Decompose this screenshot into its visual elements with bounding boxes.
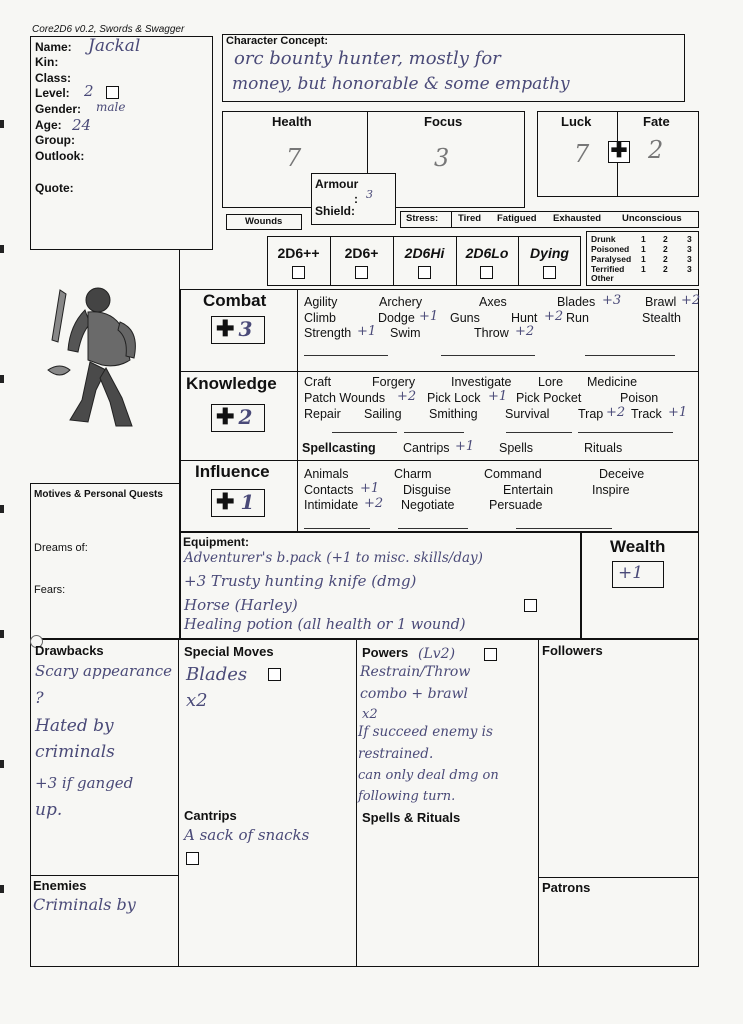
skill-label[interactable]: Pick Lock (427, 391, 481, 405)
power-line[interactable]: combo + brawl (360, 686, 469, 702)
skill-label[interactable]: Medicine (587, 375, 638, 389)
margin-mark (0, 760, 4, 768)
skill-label[interactable]: Lore (538, 375, 564, 389)
motives-label: Motives & Personal Quests (34, 489, 163, 500)
armour-label: Armour (315, 177, 359, 191)
power-line[interactable]: x2 (362, 707, 378, 722)
drawback-line[interactable]: criminals (35, 742, 115, 762)
blank-line (578, 432, 673, 433)
skill-bonus[interactable]: +1 (488, 389, 508, 404)
skill-label[interactable]: Negotiate (401, 498, 455, 512)
skill-label[interactable]: Spells (499, 441, 534, 455)
focus-value[interactable]: 3 (434, 144, 450, 172)
skill-label[interactable]: Strength (304, 326, 352, 340)
skill-label[interactable]: Craft (304, 375, 332, 389)
equipment-label: Equipment: (183, 535, 249, 549)
dice-label: 2D6++ (277, 245, 320, 261)
condition-level[interactable]: 1 (641, 264, 646, 274)
fate-value[interactable]: 2 (648, 136, 664, 164)
skill-label[interactable]: Trap (578, 407, 604, 421)
drawback-line[interactable]: +3 if ganged (35, 774, 134, 792)
skill-label[interactable]: Archery (379, 295, 423, 309)
special-move[interactable]: Blades (186, 664, 248, 685)
condition-level[interactable]: 1 (641, 234, 646, 244)
portrait-image (30, 270, 160, 445)
condition-name: Other (591, 273, 614, 283)
drawback-line[interactable]: Scary appearance (35, 662, 173, 680)
followers-label: Followers (542, 643, 603, 658)
skill-bonus[interactable]: +2 (397, 389, 417, 404)
skill-label[interactable]: Rituals (584, 441, 623, 455)
skill-bonus[interactable]: +1 (419, 309, 439, 324)
skill-label[interactable]: Smithing (429, 407, 478, 421)
condition-level[interactable]: 3 (687, 244, 692, 254)
equipment-item[interactable]: Healing potion (all health or 1 wound) (184, 617, 466, 633)
wealth-value[interactable]: +1 (618, 563, 644, 583)
luck-label: Luck (561, 114, 592, 129)
skill-label[interactable]: Stealth (642, 311, 681, 325)
skill-bonus[interactable]: +1 (455, 439, 475, 454)
cantrips-checkbox[interactable] (186, 852, 199, 865)
power-line[interactable]: Restrain/Throw (360, 664, 471, 680)
skill-label[interactable]: Investigate (451, 375, 512, 389)
drawback-line[interactable]: Hated by (35, 716, 114, 736)
stress-tired[interactable]: Tired (458, 213, 482, 224)
power-line[interactable]: restrained. (358, 746, 434, 762)
gender-value[interactable]: male (96, 100, 126, 114)
spells-rituals-label: Spells & Rituals (362, 810, 461, 825)
condition-level[interactable]: 3 (687, 264, 692, 274)
skill-label[interactable]: Intimidate (304, 498, 359, 512)
skill-label[interactable]: Spellcasting (302, 441, 376, 455)
dice-divider (330, 236, 331, 286)
combat-score[interactable]: ✚ 3 (211, 316, 265, 344)
dice-checkbox[interactable] (355, 266, 368, 279)
skill-label[interactable]: Charm (394, 467, 432, 481)
enemies-value[interactable]: Criminals by (33, 895, 136, 914)
condition-name: Terrified (591, 264, 625, 274)
skill-label[interactable]: Sailing (364, 407, 402, 421)
skill-label[interactable]: Cantrips (403, 441, 450, 455)
margin-mark (0, 885, 4, 893)
level-checkbox[interactable] (106, 86, 119, 99)
sheet-title: Core2D6 v0.2, Swords & Swagger (32, 24, 185, 35)
dice-checkbox[interactable] (543, 266, 556, 279)
armour-value[interactable]: 3 (366, 188, 373, 201)
dice-checkbox[interactable] (480, 266, 493, 279)
skill-label[interactable]: Dodge (378, 311, 415, 325)
equipment-item[interactable]: Adventurer's b.pack (+1 to misc. skills/day) (184, 550, 483, 566)
powers-level[interactable]: (Lv2) (418, 646, 456, 662)
skill-label[interactable]: Blades (557, 295, 596, 309)
skill-label[interactable]: Poison (620, 391, 659, 405)
skill-bonus[interactable]: +2 (364, 496, 384, 511)
skill-label[interactable]: Repair (304, 407, 341, 421)
skill-bonus[interactable]: +3 (602, 293, 622, 308)
margin-mark (0, 245, 4, 253)
skill-bonus[interactable]: +2 (606, 405, 626, 420)
level-label: Level: (35, 86, 70, 100)
skill-label[interactable]: Deceive (599, 467, 645, 481)
dice-label: 2D6Lo (465, 245, 509, 261)
equipment-checkbox[interactable] (524, 599, 537, 612)
dice-label: Dying (530, 245, 569, 261)
combat-label: Combat (203, 291, 267, 310)
condition-level[interactable]: 3 (687, 234, 692, 244)
dice-label: 2D6Hi (404, 245, 445, 261)
condition-level[interactable]: 1 (641, 254, 646, 264)
skill-label[interactable]: Command (484, 467, 542, 481)
margin-mark (0, 375, 4, 383)
skill-bonus[interactable]: +2 (544, 309, 564, 324)
condition-level[interactable]: 2 (663, 234, 668, 244)
motives-box (30, 483, 180, 639)
skill-label[interactable]: Agility (304, 295, 338, 309)
skill-label[interactable]: Disguise (403, 483, 451, 497)
shield-label: Shield: (315, 204, 356, 218)
blank-line (404, 432, 464, 433)
skill-label[interactable]: Persuade (489, 498, 543, 512)
equipment-item[interactable]: +3 Trusty hunting knife (dmg) (184, 572, 417, 590)
dice-divider (518, 236, 519, 286)
gender-label: Gender: (35, 102, 82, 116)
fears-label: Fears: (34, 584, 66, 596)
skill-label[interactable]: Axes (479, 295, 507, 309)
condition-level[interactable]: 2 (663, 264, 668, 274)
condition-level[interactable]: 3 (687, 254, 692, 264)
dice-divider (456, 236, 457, 286)
group-label: Group: (35, 133, 75, 147)
condition-name: Drunk (591, 234, 616, 244)
dice-divider (393, 236, 394, 286)
margin-mark (0, 505, 4, 513)
concept-label: Character Concept: (226, 35, 329, 47)
class-label: Class: (35, 71, 72, 85)
cantrips-label: Cantrips (184, 808, 237, 823)
blank-line (332, 432, 397, 433)
special-moves-label: Special Moves (184, 644, 274, 659)
age-label: Age: (35, 118, 62, 132)
special-move[interactable]: x2 (186, 690, 208, 711)
skill-label[interactable]: Forgery (372, 375, 416, 389)
skill-bonus[interactable]: +1 (360, 481, 380, 496)
blank-line (506, 432, 572, 433)
condition-name: Paralysed (591, 254, 632, 264)
skill-label[interactable]: Patch Wounds (304, 391, 386, 405)
skill-label[interactable]: Climb (304, 311, 336, 325)
patrons-label: Patrons (542, 880, 591, 895)
focus-label: Focus (424, 114, 463, 129)
cantrips-value[interactable]: A sack of snacks (184, 826, 310, 844)
skill-label[interactable]: Entertain (503, 483, 554, 497)
drawback-line[interactable]: ? (35, 688, 44, 707)
power-line[interactable]: can only deal dmg on (358, 768, 499, 783)
concept-line2[interactable]: money, but honorable & some empathy (232, 74, 570, 94)
luck-value[interactable]: 7 (574, 140, 590, 168)
condition-name: Poisoned (591, 244, 630, 254)
wounds-label: Wounds (245, 216, 283, 227)
stress-fatigued[interactable]: Fatigued (497, 213, 537, 224)
influence-score[interactable]: ✚ 1 (211, 489, 265, 517)
outlook-label: Outlook: (35, 149, 85, 163)
age-value[interactable]: 24 (72, 116, 92, 134)
skill-label[interactable]: Inspire (592, 483, 630, 497)
fate-label: Fate (643, 114, 670, 129)
kin-label: Kin: (35, 55, 59, 69)
margin-mark (0, 630, 4, 638)
skill-label[interactable]: Track (631, 407, 662, 421)
skill-label[interactable]: Animals (304, 467, 349, 481)
skill-label[interactable]: Contacts (304, 483, 354, 497)
knowledge-score[interactable]: ✚ 2 (211, 404, 265, 432)
dreams-label: Dreams of: (34, 542, 88, 554)
special-move-checkbox[interactable] (268, 668, 281, 681)
enemies-label: Enemies (33, 878, 87, 893)
skill-label[interactable]: Run (566, 311, 589, 325)
name-label: Name: (35, 40, 72, 54)
skill-label[interactable]: Guns (450, 311, 480, 325)
drawbacks-label: Drawbacks (35, 643, 104, 658)
powers-checkbox[interactable] (484, 648, 497, 661)
skill-label[interactable]: Brawl (645, 295, 677, 309)
stress-label: Stress: (406, 213, 439, 224)
level-value[interactable]: 2 (84, 82, 94, 100)
skill-bonus[interactable]: +1 (357, 324, 377, 339)
influence-label: Influence (195, 462, 270, 481)
skill-bonus[interactable]: +1 (668, 405, 688, 420)
name-value[interactable]: Jackal (88, 36, 141, 56)
equipment-item[interactable]: Horse (Harley) (184, 596, 298, 614)
skill-bonus[interactable]: +2 (515, 324, 535, 339)
dice-checkbox[interactable] (292, 266, 305, 279)
dice-label: 2D6+ (344, 245, 379, 261)
stress-unconscious[interactable]: Unconscious (622, 213, 682, 224)
health-label: Health (272, 114, 312, 129)
concept-line1[interactable]: orc bounty hunter, mostly for (234, 48, 501, 69)
health-value[interactable]: 7 (286, 144, 302, 172)
luck-fate-plus-icon[interactable]: ✚ (608, 141, 630, 163)
skill-label[interactable]: Throw (474, 326, 509, 340)
powers-label: Powers (362, 645, 409, 660)
stress-exhausted[interactable]: Exhausted (553, 213, 602, 224)
power-line[interactable]: following turn. (358, 789, 456, 804)
condition-level[interactable]: 2 (663, 254, 668, 264)
drawback-line[interactable]: up. (35, 800, 63, 820)
power-line[interactable]: If succeed enemy is (358, 724, 493, 740)
skill-label[interactable]: Swim (390, 326, 421, 340)
skill-label[interactable]: Hunt (511, 311, 538, 325)
condition-level[interactable]: 1 (641, 244, 646, 254)
skill-label[interactable]: Pick Pocket (516, 391, 582, 405)
margin-mark (0, 120, 4, 128)
skill-label[interactable]: Survival (505, 407, 550, 421)
condition-level[interactable]: 2 (663, 244, 668, 254)
quote-label: Quote: (35, 181, 74, 195)
wealth-label: Wealth (610, 537, 666, 556)
skill-bonus[interactable]: +2 (681, 293, 701, 308)
dice-checkbox[interactable] (418, 266, 431, 279)
knowledge-label: Knowledge (186, 374, 277, 393)
